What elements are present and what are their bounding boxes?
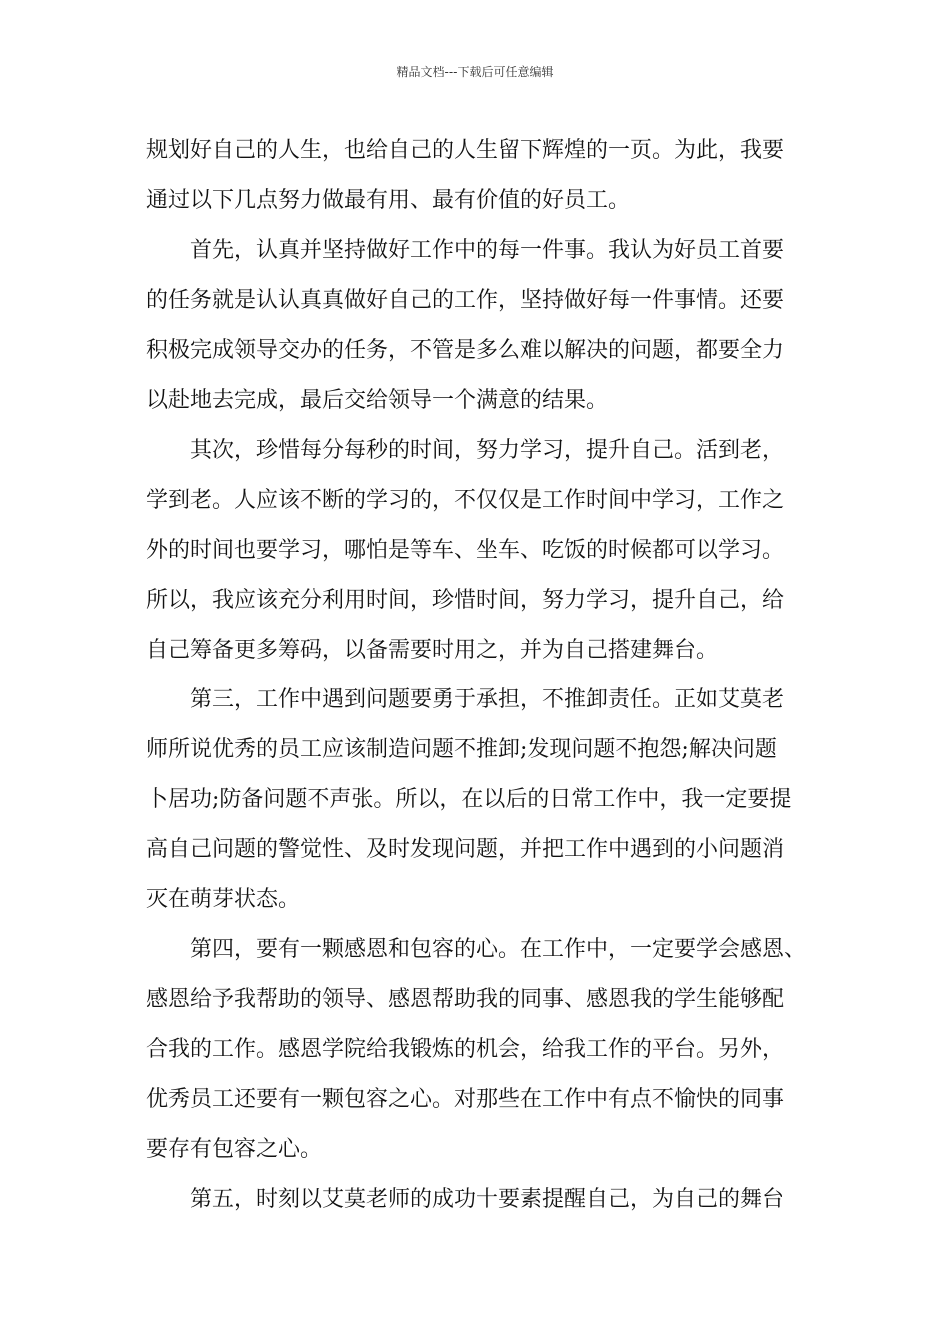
text-line: 以赴地去完成，最后交给领导一个满意的结果。: [146, 388, 609, 413]
text-line: 通过以下几点努力做最有用、最有价值的好员工。: [146, 188, 631, 213]
text-line: 外的时间也要学习，哪怕是等车、坐车、吃饭的时候都可以学习。: [146, 538, 785, 563]
text-line: 卜居功;防备问题不声张。所以，在以后的日常工作中，我一定要提: [146, 787, 792, 812]
text-line: 所以，我应该充分利用时间，珍惜时间，努力学习，提升自己，给: [146, 588, 785, 613]
text-line: 优秀员工还要有一颗包容之心。对那些在工作中有点不愉快的同事: [146, 1087, 785, 1112]
text-line: 第五，时刻以艾莫老师的成功十要素提醒自己，为自己的舞台: [146, 1187, 785, 1212]
text-line: 其次，珍惜每分每秒的时间，努力学习，提升自己。活到老，: [146, 438, 785, 463]
text-line: 师所说优秀的员工应该制造问题不推卸;发现问题不抱怨;解决问题: [146, 737, 777, 762]
text-line: 高自己问题的警觉性、及时发现问题，并把工作中遇到的小问题消: [146, 837, 785, 862]
text-line: 自己筹备更多筹码，以备需要时用之，并为自己搭建舞台。: [146, 638, 719, 663]
text-line: 的任务就是认认真真做好自己的工作，坚持做好每一件事情。还要: [146, 288, 785, 313]
page-header: 精品文档---下载后可任意编辑: [396, 65, 554, 79]
text-line: 积极完成领导交办的任务，不管是多么难以解决的问题，都要全力: [146, 338, 785, 363]
text-line: 第三，工作中遇到问题要勇于承担，不推卸责任。正如艾莫老: [146, 687, 785, 712]
text-line: 要存有包容之心。: [146, 1137, 323, 1162]
text-line: 学到老。人应该不断的学习的，不仅仅是工作时间中学习，工作之: [146, 488, 785, 513]
text-line: 感恩给予我帮助的领导、感恩帮助我的同事、感恩我的学生能够配: [146, 987, 785, 1012]
text-line: 灭在萌芽状态。: [146, 887, 301, 912]
text-line: 规划好自己的人生，也给自己的人生留下辉煌的一页。为此，我要: [146, 138, 785, 163]
text-line: 首先，认真并坚持做好工作中的每一件事。我认为好员工首要: [146, 238, 785, 263]
text-line: 第四，要有一颗感恩和包容的心。在工作中，一定要学会感恩、: [146, 937, 807, 962]
text-line: 合我的工作。感恩学院给我锻炼的机会，给我工作的平台。另外，: [146, 1037, 785, 1062]
